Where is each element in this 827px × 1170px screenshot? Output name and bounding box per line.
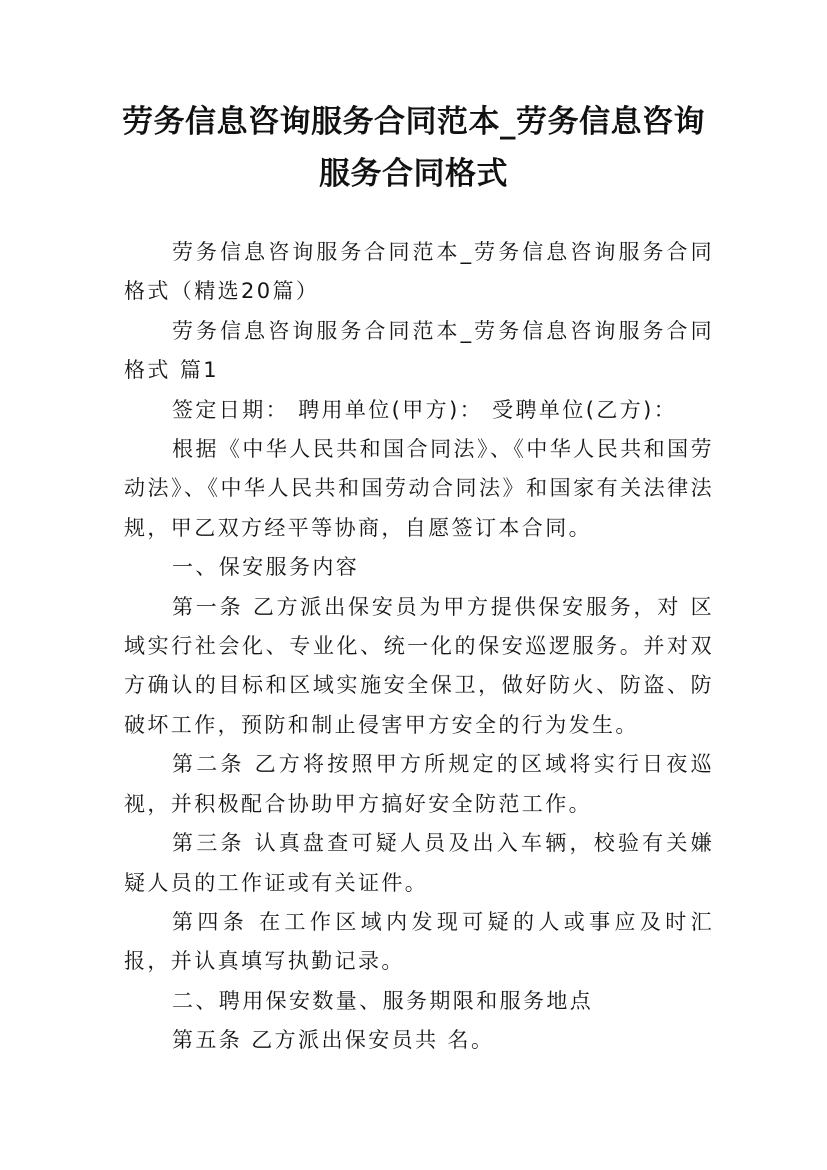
signing-info-paragraph: 签定日期： 聘用单位(甲方)： 受聘单位(乙方)：: [172, 397, 678, 422]
legal-basis-paragraph: 根据《中华人民共和国合同法》、《中华人民共和国劳动法》、《中华人民共和国劳动合同法》和国家有关法律法规，甲乙双方经平等协商，自愿签订本合同。: [124, 437, 714, 540]
article-one-paragraph: 第一条 乙方派出保安员为甲方提供保安服务，对 区域实行社会化、专业化、统一化的保安巡逻服务。并对双方确认的目标和区域实施安全保卫，做好防火、防盗、防破坏工作，预防和制止侵害甲方安全的行为发生。: [124, 594, 714, 737]
intro-paragraph: 劳务信息咨询服务合同范本_劳务信息咨询服务合同格式（精选20篇）: [124, 240, 714, 304]
article-five-paragraph: 第五条 乙方派出保安员共 名。: [172, 1028, 495, 1053]
article-two-paragraph: 第二条 乙方将按照甲方所规定的区域将实行日夜巡视，并积极配合协助甲方搞好安全防范工作。: [124, 752, 714, 816]
article-three-paragraph: 第三条 认真盘查可疑人员及出入车辆，校验有关嫌疑人员的工作证或有关证件。: [124, 831, 714, 895]
section-heading-paragraph: 劳务信息咨询服务合同范本_劳务信息咨询服务合同格式 篇1: [124, 318, 714, 383]
document-body: [124, 233, 714, 1061]
section-two-heading: 二、聘用保安数量、服务期限和服务地点: [172, 988, 594, 1013]
section-one-heading: 一、保安服务内容: [172, 555, 360, 580]
article-four-paragraph: 第四条 在工作区域内发现可疑的人或事应及时汇报，并认真填写执勤记录。: [124, 909, 714, 974]
document-title: 劳务信息咨询服务合同范本_劳务信息咨询服务合同格式: [122, 104, 705, 192]
